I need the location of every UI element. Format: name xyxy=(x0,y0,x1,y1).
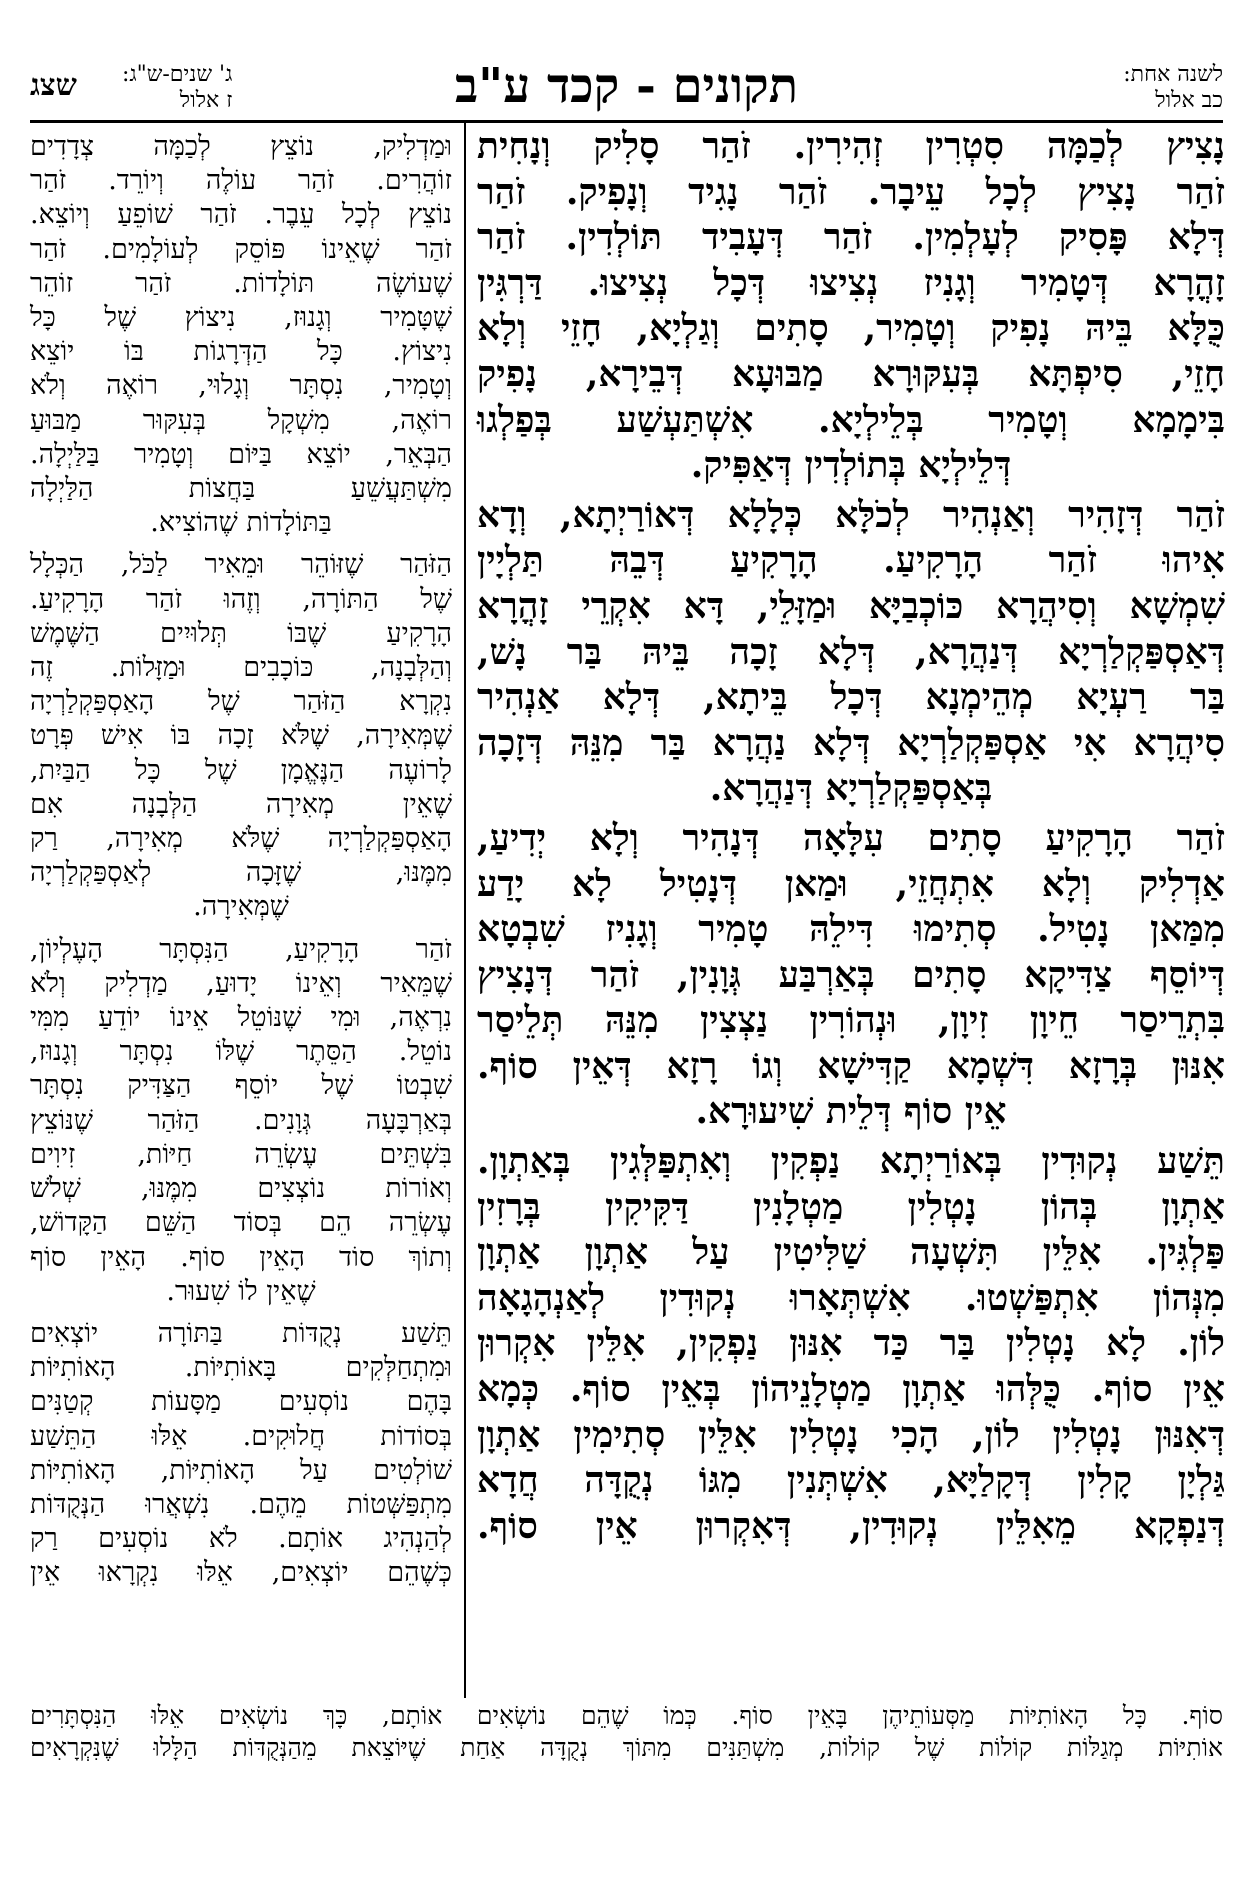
main-line: דְּאִנּוּן נָטְלִין לוֹן, הָכִי נָטְלִין אִלֵּין סְתִימִין אַתְוָן xyxy=(477,1413,1225,1456)
side-line: שֶׁעוֹשֶׂה תּוֹלָדוֹת. זֹהַר זוֹהֵר xyxy=(30,267,452,299)
bottom-line: סוֹף. כָּל הָאוֹתִיּוֹת מַסְּעוֹתֵיהֶן בָּאֵין סוֹף. כְּמוֹ שֶׁהֵם נוֹשְׂאִים אוֹתָם, כָּךְ נוֹשְׂאִים אֵלּוּ הַנִּסְתָּרִים xyxy=(30,1701,1223,1730)
side-line: שֶׁטָּמִיר וְגָנוּז, נִיצוֹץ שֶׁל כָּל xyxy=(30,302,452,334)
side-line: נִקְרָא הַזֹּהַר שֶׁל הָאַסְפַּקְלַרְיָה xyxy=(30,686,452,718)
side-line: הַזֹּהַר שֶׁזּוֹהֵר וּמֵאִיר לַכֹּל, הַכְּלָל xyxy=(30,549,452,581)
side-line: בָּהֶם נוֹסְעִים מַסָּעוֹת קְטַנִּים xyxy=(30,1386,452,1418)
side-line: וְאוֹרוֹת נוֹצְצִים מִמֶּנּוּ, שְׁלֹשׁ xyxy=(30,1173,452,1205)
main-line: זֹהַר דְּזָהִיר וְאַנְהִיר לְכֹלָּא כְּלָלָא דְּאוֹרַיְתָא, וְדָא xyxy=(477,493,1225,536)
header-left-line2: ז אלול xyxy=(179,88,233,113)
side-line: זֹהַר שֶׁאֵינוֹ פּוֹסֵק לְעוֹלָמִים. זֹהַר xyxy=(30,233,452,265)
main-line: זֹהַר הָרָקִיעַ סָתִים עִלָּאָה דְּנָהִיר וְלָא יְדִיעַ, xyxy=(477,816,1225,859)
main-line: אַתְוָן בְּהוֹן נָטְלִין מַטְלָנִין דַּקִּיקִין בְּרָזִין xyxy=(477,1185,1225,1228)
page-header xyxy=(30,58,1223,118)
side-line: שֶׁאֵין לוֹ שִׁעוּר. xyxy=(166,1275,316,1307)
side-line: נִרְאֶה, וּמִי שֶׁנּוֹטֵל אֵינוֹ יוֹדֵעַ מִמִּי xyxy=(30,1002,452,1034)
side-line: וְתוֹךְ סוֹד הָאֵין סוֹף. הָאֵין סוֹף xyxy=(30,1241,452,1273)
main-line: אֵין סוֹף דְּלֵית שִׁיעוּרָא. xyxy=(695,1090,1007,1133)
side-line: שֶׁמֵּאִיר וְאֵינוֹ יָדוּעַ, מַדְלִיק וְלֹא xyxy=(30,967,452,999)
main-line: חָזֵי, סִיפְתָּא בְּעִקּוּרָא מַבּוּעָא דְּבֵירָא, נָפִיק xyxy=(477,352,1225,395)
main-line: אַדְלִיק וְלָא אִתְחֲזֵי, וּמַאן דְּנָטִיל לָא יָדַע xyxy=(477,862,1225,905)
side-line: שִׁבְטוֹ שֶׁל יוֹסֵף הַצַּדִּיק נִסְתָּר xyxy=(30,1070,452,1102)
page-number: שצג xyxy=(30,68,77,103)
side-line: שׁוֹלְטִים עַל הָאוֹתִיּוֹת, הָאוֹתִיּוֹת xyxy=(30,1454,452,1486)
main-line: מִנְּהוֹן אִתְפַּשְׁטוּ. אִשְׁתְּאָרוּ נְקוּדִין לְאַנְהָגָאָה xyxy=(477,1276,1225,1319)
side-line: לָרוֹעֶה הַנֶּאֱמָן שֶׁל כָּל הַבַּיִת, xyxy=(30,754,452,786)
main-line: דְּנַפְקָא מֵאִלֵּין נְקוּדִין, דְּאִקְרוּן אֵין סוֹף. xyxy=(477,1504,1225,1547)
header-rule xyxy=(30,120,1223,123)
side-line: תֵּשַׁע נְקֻדּוֹת בַּתּוֹרָה יוֹצְאִים xyxy=(30,1317,452,1349)
page-title: תקונים - קכד ע"ב xyxy=(455,58,798,114)
main-line: אֵין סוֹף. כֻּלְּהוּ אַתְוָן מַטְלָנֵיהוֹן בְּאֵין סוֹף. כְּמָא xyxy=(477,1368,1225,1411)
side-line: מִשְׁתַּעֲשֵׁעַ בַּחֲצוֹת הַלַּיְלָה xyxy=(30,473,452,505)
side-line: בְּאַרְבָּעָה גְּוָנִים. הַזֹּהַר שֶׁנּוֹצֵץ xyxy=(30,1104,452,1136)
main-line: בִּימָמָא וְטָמִיר בְּלֵילְיָא. אִשְׁתַּעְשַׁע בְּפַלְגוּ xyxy=(477,398,1225,441)
main-line: שִׁמְשָׁא וְסִיהֲרָא כּוֹכְבַיָּא וּמַזָּלֵי, דָּא אִקְרֵי זָהֳרָא xyxy=(477,584,1225,627)
main-line: דְּאַסְפַּקְלַרְיָא דְּנַהֲרָא, דְּלָא זָכָה בֵּיהּ בַּר נָשׁ, xyxy=(477,630,1225,673)
main-line: גַּלְיָן קָלִין דְּקָלַיָּא, אִשְׁתְּנִין מִגּוֹ נְקֻדָּה חֲדָא xyxy=(477,1459,1225,1502)
main-line: כֻּלָּא בֵּיהּ נָפִיק וְטָמִיר, סָתִים וְגַלְיָא, חָזֵי וְלָא xyxy=(477,307,1225,350)
header-left-line1: ג' שנים-ש"ג: xyxy=(122,62,233,87)
side-line: נוֹצֵץ לְכָל עֵבֶר. זֹהַר שׁוֹפֵעַ וְיוֹצֵא. xyxy=(30,199,452,231)
side-line: הָרָקִיעַ שֶׁבּוֹ תְּלוּיִים הַשֶּׁמֶשׁ xyxy=(30,617,452,649)
side-line: שֶׁל הַתּוֹרָה, וְזֶהוּ זֹהַר הָרָקִיעַ. xyxy=(30,583,452,615)
header-right-line1: לשנה אחת: xyxy=(1123,62,1223,87)
main-line: נָצִיץ לְכַמָּה סִטְרִין זְהִירִין. זֹהַר סָלִיק וְנָחִית xyxy=(477,125,1225,167)
side-line: כְּשֶׁהֵם יוֹצְאִים, אֵלּוּ נִקְרָאוּ אֵין xyxy=(30,1557,452,1589)
side-line: שֶׁאֵין מְאִירָה הַלְּבָנָה אִם xyxy=(30,788,452,820)
side-line: נוֹטֵל. הַסֵּתֶר שֶׁלּוֹ נִסְתָּר וְגָנוּז, xyxy=(30,1036,452,1068)
main-line: סִיהֲרָא אִי אַסְפַּקְלַרְיָא דְּלָא נַהֲרָא בַּר מִנֵּהּ דְּזָכָה xyxy=(477,721,1225,764)
bottom-line: אוֹתִיּוֹת מְגַלּוֹת קוֹלוֹת שֶׁל קוֹלוֹת, מִשְׁתַּנִּים מִתּוֹךְ נְקֻדָּה אַחַת שֶׁיּוֹצֵאת מֵהַנְּקֻדּוֹת הַלָּלוּ שֶׁנִּקְרָאִים xyxy=(30,1733,1223,1762)
side-line: זֹהַר הָרָקִיעַ, הַנִּסְתָּר הָעֶלְיוֹן, xyxy=(30,933,452,965)
side-line: הָאַסְפַּקְלַרְיָה שֶׁלֹּא מְאִירָה, רַק xyxy=(30,823,452,855)
side-line: עֶשְׂרֵה הֵם בְּסוֹד הַשֵּׁם הַקָּדוֹשׁ, xyxy=(30,1207,452,1239)
side-line: שֶׁמְּאִירָה. xyxy=(193,891,289,923)
side-line: בְּסוֹדוֹת חֲלוּקִים. אֵלּוּ הַתֵּשַׁע xyxy=(30,1420,452,1452)
side-line: שֶׁמְּאִירָה, שֶׁלֹּא זָכָה בּוֹ אִישׁ פְּרָט xyxy=(30,720,452,752)
main-line: דְּלֵילְיָא בְּתוֹלְדִין דְּאַפִּיק. xyxy=(690,444,1012,487)
side-line: וְהַלְּבָנָה, כּוֹכָבִים וּמַזָּלוֹת. זֶה xyxy=(30,652,452,684)
side-line: נִיצוֹץ. כָּל הַדְּרָגוֹת בּוֹ יוֹצֵא xyxy=(30,336,452,368)
column-divider xyxy=(464,120,466,1698)
main-line: בִּתְרֵיסַר חֵיוָן זִיוָן, וּנְהוֹרִין נַצְצִין מִנֵּהּ תְּלֵיסַר xyxy=(477,999,1225,1042)
main-line: דְּיוֹסֵף צַדִּיקָא סָתִים בְּאַרְבַּע גְּוָנִין, זֹהַר דְּנָצִיץ xyxy=(477,953,1225,996)
main-line: אִנּוּן בְּרָזָא דִּשְׁמָא קַדִּישָׁא וְגוֹ רָזָא דְּאֵין סוֹף. xyxy=(477,1044,1225,1087)
header-right-line2: כב אלול xyxy=(1155,88,1223,113)
main-line: זֹהַר נָצִיץ לְכָל עֵיבָר. זֹהַר נָגִיד וְנָפִיק. זֹהַר xyxy=(477,170,1225,213)
side-line: מִתְפַּשְּׁטוֹת מֵהֶם. נִשְׁאֲרוּ הַנְּקֻדּוֹת xyxy=(30,1488,452,1520)
bottom-commentary xyxy=(30,1700,1223,1764)
side-line: לְהַנְהִיג אוֹתָם. לֹא נוֹסְעִים רַק xyxy=(30,1523,452,1555)
main-line: אִיהוּ זֹהַר הָרָקִיעַ. הָרָקִיעַ דְּבֵהּ תַּלְיָין xyxy=(477,539,1225,582)
main-line: בַּר רַעְיָא מְהֵימְנָא דְּכָל בֵּיתָא, דְּלָא אַנְהִיר xyxy=(477,676,1225,719)
main-line: דְּלָא פָּסִיק לְעָלְמִין. זֹהַר דְּעָבִיד תּוֹלְדִין. זֹהַר xyxy=(477,216,1225,259)
side-line: בִּשְׁתֵּים עֶשְׂרֵה חַיּוֹת, זִיוִים xyxy=(30,1138,452,1170)
side-line: רוֹאֶה, מִשְׁקָל בְּעִקּוּר מַבּוּעַ xyxy=(30,404,452,436)
main-line: מִמַּאן נָטִיל. סְתִימוּ דִּילֵהּ טָמִיר וְגָנִיז שִׁבְטָא xyxy=(477,908,1225,951)
commentary-column xyxy=(30,130,452,1591)
side-line: הַבְּאֵר, יוֹצֵא בַּיּוֹם וְטָמִיר בַּלַּיְלָה. xyxy=(30,438,452,470)
side-line: וּמִתְחַלְּקִים בָּאוֹתִיּוֹת. הָאוֹתִיּוֹת xyxy=(30,1352,452,1384)
side-line: זוֹהֲרִים. זֹהַר עוֹלֶה וְיוֹרֵד. זֹהַר xyxy=(30,165,452,197)
main-line: פַּלְגִּין. אִלֵּין תִּשְׁעָה שַׁלִּיטִין עַל אַתְוָן אַתְוָן xyxy=(477,1231,1225,1274)
side-line: בַּתּוֹלָדוֹת שֶׁהוֹצִיא. xyxy=(150,507,332,539)
main-line: בְּאַסְפַּקְלַרְיָא דְּנַהֲרָא. xyxy=(709,767,993,810)
main-line: זָהֳרָא דְּטָמִיר וְגָנִיז נְצִיצוּ דְּכָל נְצִיצוּ. דַּרְגִּין xyxy=(477,261,1225,304)
side-line: וּמַדְלִיק, נוֹצֵץ לְכַמָּה צְדָדִים xyxy=(30,131,452,162)
side-line: וְטָמִיר, נִסְתָּר וְגָלוּי, רוֹאֶה וְלֹא xyxy=(30,370,452,402)
main-line: תֵּשַׁע נְקוּדִין בְּאוֹרַיְתָא נַפְקִין וְאִתְפַּלְּגִין בְּאַתְוָן. xyxy=(477,1140,1225,1183)
side-line: מִמֶּנּוּ, שֶׁזָּכָה לְאַסְפַּקְלַרְיָה xyxy=(30,857,452,889)
main-line: לוֹן. לָא נָטְלִין בַּר כַּד אִנּוּן נַפְקִין, אִלֵּין אִקְרוּן xyxy=(477,1322,1225,1365)
header-left xyxy=(122,62,232,114)
main-column xyxy=(477,124,1225,1549)
